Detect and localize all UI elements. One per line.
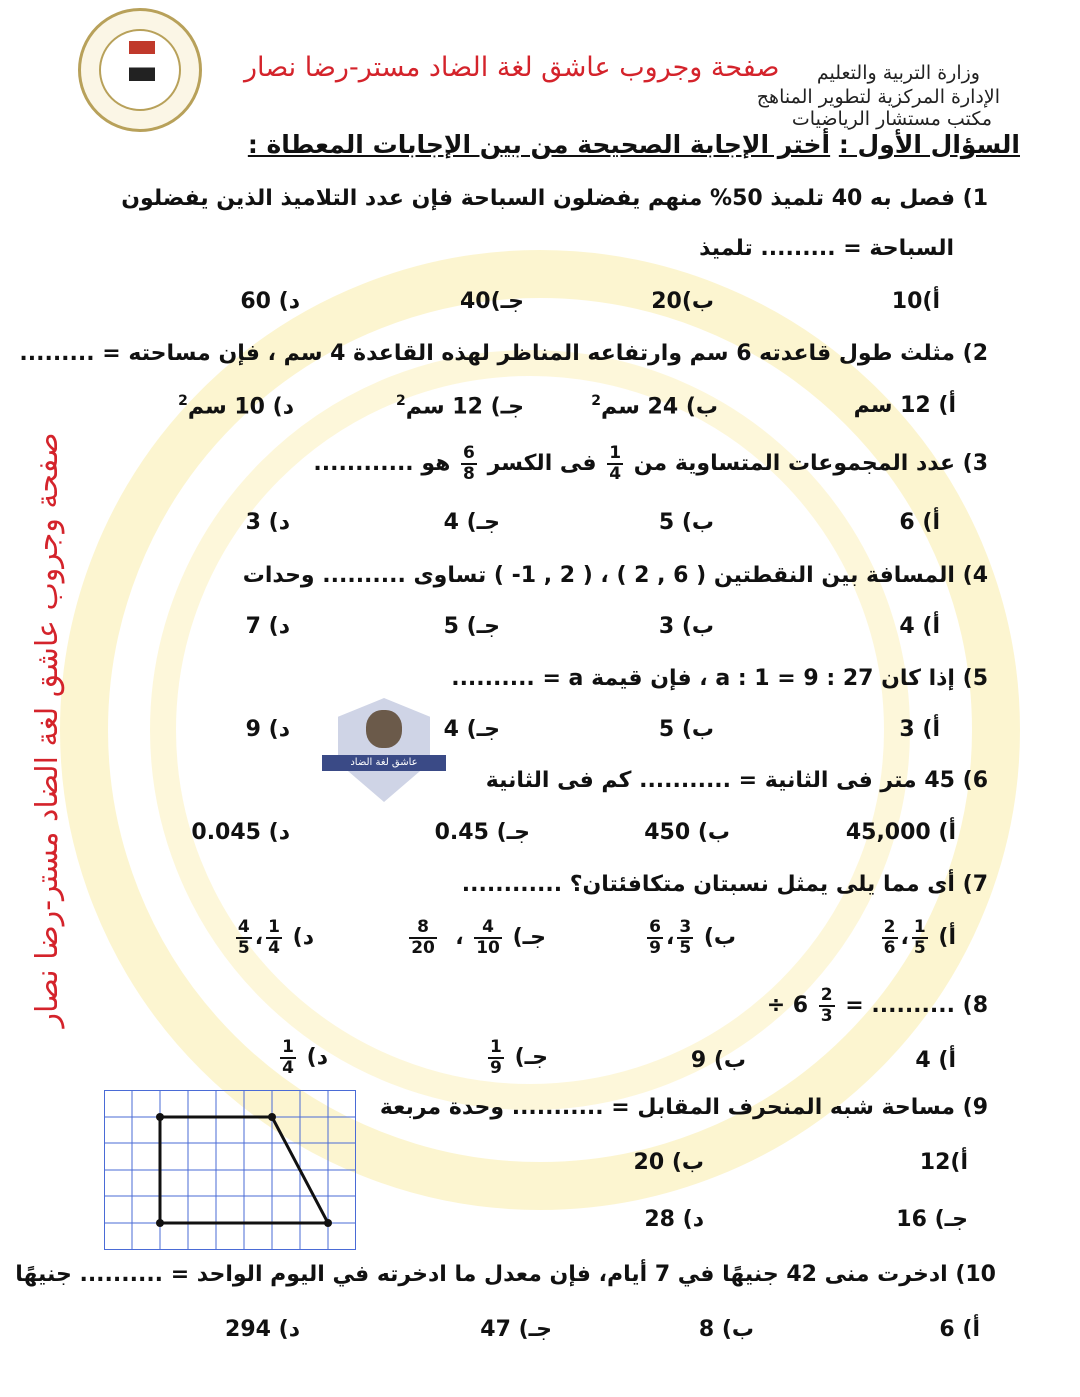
q7-option-a: أ) $\frac{1}{5}$ ، $\frac{2}{6}$ <box>883 917 956 958</box>
q7-b-f1-den: 5 <box>679 938 692 958</box>
q1-option-a: أ)10 <box>891 289 940 314</box>
vertex-3 <box>324 1219 332 1227</box>
q3-suffix: هو ............ <box>313 451 451 476</box>
q7-d-frac1 <box>266 918 282 958</box>
q3-frac1-num: 1 <box>609 443 622 463</box>
question-10: 10) ادخرت منى 42 جنيهًا في 7 أيام، فإن معدل ما ادخرته في اليوم الواحد = .......... جنيهًا <box>15 1262 996 1287</box>
q8-frac-num: 2 <box>820 985 833 1005</box>
q10-option-b: ب) 8 <box>698 1317 754 1342</box>
q10-option-d: د) 294 <box>225 1317 300 1342</box>
q7-b-f1-num: 3 <box>679 917 692 937</box>
q7-option-b: ب) $\frac{3}{5}$ ، $\frac{6}{9}$ <box>649 917 736 958</box>
header-ministry: وزارة التربية والتعليم <box>816 62 980 84</box>
q7-d-f1-den: 4 <box>268 938 280 958</box>
q8-lead: 6 ÷ <box>766 993 809 1018</box>
q7-a-frac2 <box>882 918 898 958</box>
q8-eq: = <box>845 993 864 1018</box>
q8-option-d <box>277 1038 328 1078</box>
vertex-1 <box>156 1113 164 1121</box>
q2-option-c-exp: 2 <box>395 393 406 409</box>
q7-c-label: جـ) <box>512 925 546 950</box>
q7-d-f1-num: 1 <box>268 917 280 937</box>
q9-option-b: ب) 20 <box>633 1150 704 1175</box>
q7-d-label: د) <box>292 925 314 950</box>
q3-prefix: 3) عدد المجموعات المتساوية من <box>633 451 988 476</box>
side-vertical-text: صفحة وجروب عاشق لغة الضاد مستر-رضا نصار <box>30 432 65 1028</box>
q7-b-f2-num: 6 <box>649 917 661 937</box>
q8-d-den: 4 <box>282 1058 294 1078</box>
q7-b-f2-den: 9 <box>649 938 661 958</box>
q7-c-f2-den: 20 <box>411 938 435 958</box>
q6-option-c: جـ) 0.45 <box>434 820 530 845</box>
q7-b-frac1 <box>677 918 693 958</box>
q8-prefix: 8) .......... <box>871 993 988 1018</box>
q8-fraction <box>819 986 835 1026</box>
q3-fraction-2 <box>461 444 477 484</box>
q2-option-c <box>396 393 524 419</box>
q2-option-a: أ) 12 سم <box>853 393 956 418</box>
q3-option-a: أ) 6 <box>899 510 940 535</box>
q7-b-frac2 <box>647 918 663 958</box>
question-3 <box>313 444 988 484</box>
q8-d-label: د) <box>306 1045 328 1070</box>
q8-c-frac <box>488 1038 504 1078</box>
q8-c-den: 9 <box>490 1058 502 1078</box>
q2-option-d-exp: 2 <box>178 393 188 409</box>
q5-option-d: د) 9 <box>245 717 290 742</box>
question-8 <box>767 986 988 1026</box>
q7-a-f2-num: 2 <box>883 917 896 937</box>
q3-middle: فى الكسر <box>487 451 597 476</box>
q8-option-b: ب) 9 <box>690 1048 746 1073</box>
q10-option-a: أ) 6 <box>939 1317 980 1342</box>
q3-option-d: د) 3 <box>245 510 290 535</box>
q6-option-b: ب) 450 <box>644 820 730 845</box>
question-9: 9) مساحة شبه المنحرف المقابل = ........... وحدة مربعة <box>379 1095 988 1120</box>
q8-frac-den: 3 <box>820 1006 833 1026</box>
q7-d-f2-num: 4 <box>237 917 250 937</box>
q3-frac2-num: 6 <box>463 443 475 463</box>
question-7: 7) أى مما يلى يمثل نسبتان متكافئتان؟ ............ <box>461 872 988 897</box>
q6-option-a: أ) 45,000 <box>845 820 956 845</box>
header-admin: الإدارة المركزية لتطوير المناهج <box>756 86 1000 108</box>
q8-option-a: أ) 4 <box>915 1048 956 1073</box>
q8-d-frac <box>280 1038 296 1078</box>
q7-d-frac2 <box>236 918 252 958</box>
q7-a-label: أ) <box>938 925 956 950</box>
q3-frac2-den: 8 <box>463 464 475 484</box>
q2-option-c-text: جـ) 12 سم <box>405 394 524 420</box>
q10-option-c: جـ) 47 <box>480 1317 552 1342</box>
q8-d-num: 1 <box>282 1037 294 1057</box>
trapezoid-grid-figure <box>104 1090 356 1250</box>
vertex-4 <box>156 1219 164 1227</box>
q7-c-f2-num: 8 <box>409 918 437 939</box>
ministry-seal-logo <box>78 8 202 132</box>
q1-option-c: جـ)40 <box>459 289 524 314</box>
q7-a-f1-den: 5 <box>913 938 926 958</box>
q1-option-b: ب)20 <box>651 289 714 314</box>
vertex-2 <box>268 1113 276 1121</box>
q1-option-d: د) 60 <box>240 289 300 314</box>
q3-option-c: جـ) 4 <box>443 510 500 535</box>
q9-option-c: جـ) 16 <box>896 1207 968 1232</box>
question-5: 5) إذا كان 27 : 9 = a : 1 ، فإن قيمة a = .......... <box>451 666 988 691</box>
header-red-title: صفحة وجروب عاشق لغة الضاد مستر-رضا نصار <box>244 52 780 83</box>
q7-option-c: جـ) $\frac{4}{10}$ ، $\frac{8}{20}$ <box>411 917 546 958</box>
q7-b-label: ب) <box>703 925 736 950</box>
q4-option-c: جـ) 5 <box>443 614 500 639</box>
q5-option-b: ب) 5 <box>658 717 714 742</box>
q5-option-c: جـ) 4 <box>443 717 500 742</box>
grid-lines <box>104 1090 356 1250</box>
q8-option-c <box>485 1038 548 1078</box>
q6-option-d: د) 0.045 <box>191 820 290 845</box>
question-1-line1: 1) فصل به 40 تلميذ 50% منهم يفضلون السباحة فإن عدد التلاميذ الذين يفضلون <box>121 186 988 211</box>
q7-option-d: د) $\frac{1}{4}$ ، $\frac{4}{5}$ <box>237 917 314 958</box>
q8-c-label: جـ) <box>514 1045 548 1070</box>
q3-frac1-den: 4 <box>609 464 622 484</box>
q4-option-d: د) 7 <box>245 614 290 639</box>
eagle-emblem-icon <box>129 41 155 81</box>
section-title <box>248 130 1020 159</box>
q2-option-b <box>591 393 718 419</box>
q7-c-f1-den: 10 <box>476 938 500 958</box>
header-office: مكتب مستشار الرياضيات <box>791 108 992 130</box>
section-instruction: أختر الإجابة الصحيحة من بين الإجابات المعطاة : <box>247 130 831 159</box>
q7-c-f1-num: 4 <box>474 918 502 939</box>
q4-option-b: ب) 3 <box>658 614 714 639</box>
teacher-badge-logo <box>322 698 446 808</box>
q3-option-b: ب) 5 <box>658 510 714 535</box>
question-4: 4) المسافة بين النقطتين ( 6 , 2 ) ، ( 2 , 1- ) تساوى .......... وحدات <box>242 563 988 588</box>
q7-d-f2-den: 5 <box>237 938 250 958</box>
question-2: 2) مثلث طول قاعدته 6 سم وارتفاعه المناظر لهذه القاعدة 4 سم ، فإن مساحته = ......... <box>19 341 988 366</box>
q2-option-d-text: د) 10 سم <box>187 394 294 420</box>
q7-a-f1-num: 1 <box>913 917 926 937</box>
q2-option-b-exp: 2 <box>591 393 601 409</box>
q4-option-a: أ) 4 <box>899 614 940 639</box>
q2-option-b-text: ب) 24 سم <box>601 394 718 420</box>
q2-option-d <box>178 393 294 419</box>
q3-fraction-1 <box>607 444 623 484</box>
q7-c-frac1 <box>474 918 502 958</box>
q5-option-a: أ) 3 <box>899 717 940 742</box>
q7-c-frac2 <box>409 918 437 958</box>
section-label: السؤال الأول : <box>838 130 1020 159</box>
seal-center <box>99 29 181 111</box>
q9-option-a: أ)12 <box>919 1150 968 1175</box>
badge-photo <box>366 710 402 748</box>
badge-ribbon: عاشق لغة الضاد <box>322 755 446 771</box>
question-1-line2: السباحة = ......... تلميذ <box>699 236 954 261</box>
q7-a-frac1 <box>912 918 928 958</box>
q7-a-f2-den: 6 <box>883 938 896 958</box>
q8-c-num: 1 <box>490 1037 502 1057</box>
question-6: 6) 45 متر فى الثانية = ........... كم فى الثانية <box>485 768 988 793</box>
q9-option-d: د) 28 <box>644 1207 704 1232</box>
